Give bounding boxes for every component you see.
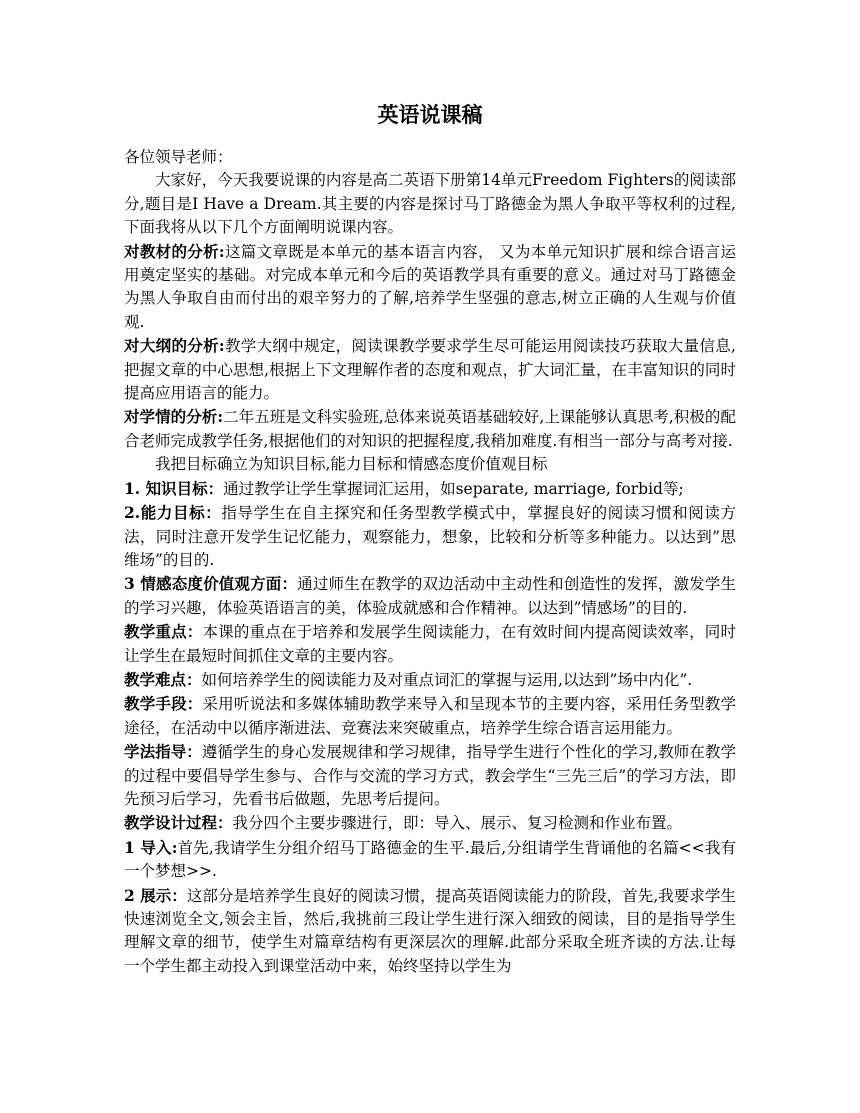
detail-step-intro <box>124 836 736 884</box>
goal-label: 1. 知识目标： <box>124 478 224 498</box>
detail-text: 这部分是培养学生良好的阅读习惯，提高英语阅读能力的阶段，首先,我要求学生快速浏览全文,领会主旨，然后,我挑前三段让学生进行深入细致的阅读，目的是指导学生理解文章的细节，使学生对篇章结构有更深层次的理解.此部分采取全班齐读的方法.让每一个学生都主动投入到课堂活动中来，始终坚持以学生为 <box>124 886 736 975</box>
detail-text: 如何培养学生的阅读能力及对重点词汇的掌握与运用,以达到”场中内化”. <box>201 670 693 689</box>
detail-label: 教学重点： <box>124 622 203 642</box>
detail-text: 本课的重点在于培养和发展学生阅读能力，在有效时间内提高阅读效率，同时让学生在最短时间抓住文章的主要内容。 <box>124 623 736 665</box>
section-student-analysis <box>124 405 736 453</box>
detail-label: 学法指导： <box>124 742 202 762</box>
goal-label: 2.能力目标： <box>124 503 222 523</box>
detail-learning-guidance <box>124 740 736 811</box>
section-text: 二年五班是文科实验班,总体来说英语基础较好,上课能够认真思考,积极的配合老师完成教学任务,根据他们的对知识的把握程度,我稍加难度.有相当一部分与高考对接. <box>124 408 736 450</box>
intro-paragraph: 大家好，今天我要说课的内容是高二英语下册第14单元Freedom Fighters的阅读部分,题目是I Have a Dream.其主要的内容是探讨马丁路德金为黑人争取平等权利的过程,下面我将从以下几个方面阐明说课内容。 <box>124 171 736 237</box>
goal-label: 3 情感态度价值观方面： <box>124 574 298 594</box>
salutation: 各位领导老师： <box>124 148 233 166</box>
detail-text: 遵循学生的身心发展规律和学习规律，指导学生进行个性化的学习,教师在教学的过程中要倡导学生参与、合作与交流的学习方式，教会学生“三先三后”的学习方法，即先预习后学习，先看书后做题，先思考后提问。 <box>124 743 736 808</box>
section-label: 对学情的分析: <box>124 407 224 427</box>
page-title: 英语说课稿 <box>377 102 483 127</box>
detail-design-process <box>124 811 736 835</box>
section-label: 对教材的分析: <box>124 241 225 261</box>
goals-intro: 我把目标确立为知识目标,能力目标和情感态度价值观目标 <box>155 455 548 474</box>
goal-text: 通过师生在教学的双边活动中主动性和创造性的发挥，激发学生的学习兴趣，体验英语语言的美，体验成就感和合作精神。以达到”情感场”的目的. <box>124 575 736 617</box>
detail-label: 教学难点： <box>124 669 202 689</box>
detail-label: 教学手段： <box>124 694 203 714</box>
goal-knowledge <box>124 477 736 501</box>
goal-ability <box>124 501 736 572</box>
detail-label: 1 导入: <box>124 837 178 857</box>
detail-text: 我分四个主要步骤进行，即：导入、展示、复习检测和作业布置。 <box>232 814 683 833</box>
detail-label: 2 展示： <box>124 885 187 905</box>
detail-text: 首先,我请学生分组介绍马丁路德金的生平.最后,分组请学生背诵他的名篇<<我有一个梦想>>. <box>124 838 736 881</box>
detail-difficulties <box>124 668 736 692</box>
detail-label: 教学设计过程： <box>124 813 233 833</box>
section-textbook-analysis <box>124 240 736 335</box>
section-text: 教学大纲中规定，阅读课教学要求学生尽可能运用阅读技巧获取大量信息,把握文章的中心思想,根据上下文理解作者的态度和观点，扩大词汇量，在丰富知识的同时提高应用语言的能力。 <box>124 337 736 403</box>
section-label: 对大纲的分析: <box>124 336 225 356</box>
detail-text: 采用听说法和多媒体辅助教学来导入和呈现本节的主要内容，采用任务型教学途径，在活动中以循序渐进法、竞赛法来突破重点，培养学生综合语言运用能力。 <box>124 695 736 737</box>
detail-key-points <box>124 620 736 668</box>
section-text: 这篇文章既是本单元的基本语言内容， 又为本单元知识扩展和综合语言运用奠定坚实的基础。对完成本单元和今后的英语教学具有重要的意义。通过对马丁路德金为黑人争取自由而付出的艰辛努力的了解,培养学生坚强的意志,树立正确的人生观与价值观. <box>124 242 736 331</box>
goal-text: 指导学生在自主探究和任务型教学模式中，掌握良好的阅读习惯和阅读方法，同时注意开发学生记忆能力，观察能力，想象，比较和分析等多种能力。以达到”思维场”的目的. <box>124 504 736 569</box>
detail-teaching-methods <box>124 692 736 740</box>
goal-emotion <box>124 572 736 620</box>
section-syllabus-analysis <box>124 334 736 405</box>
detail-step-presentation <box>124 884 736 979</box>
goal-text: 通过教学让学生掌握词汇运用，如separate, marriage, forbid等; <box>223 479 684 498</box>
